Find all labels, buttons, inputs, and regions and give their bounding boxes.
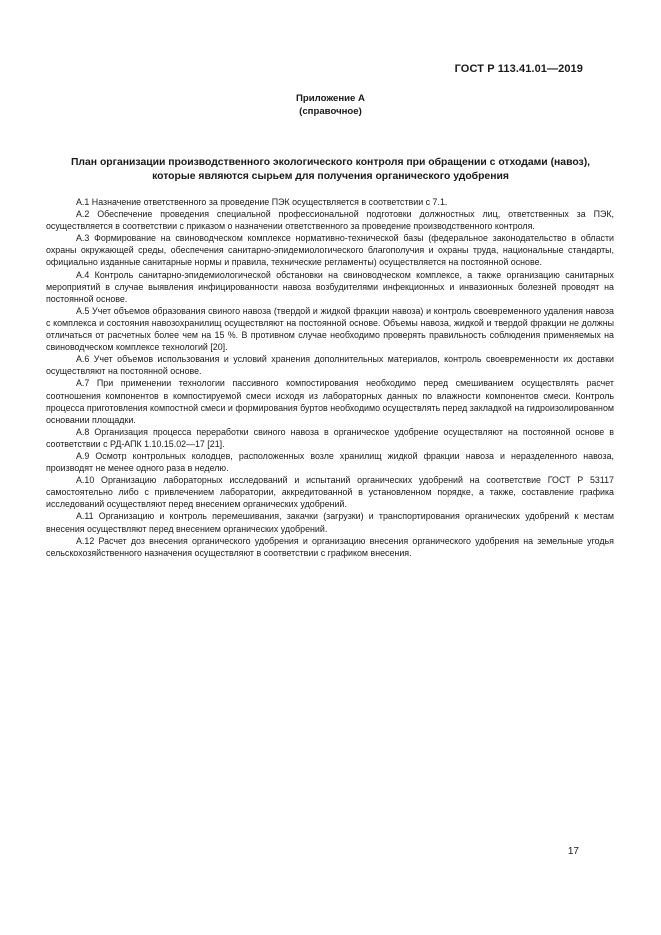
paragraph-a10: А.10 Организацию лабораторных исследований и испытаний органических удобрений на соответствие ГОСТ Р 53117 самостоятельно либо с привлечением лаборатории, аккредитованной в установленном порядке, а также, составление графика исследований осуществляют перед внесением органических удобрений. [46, 475, 614, 510]
paragraph-a4: А.4 Контроль санитарно-эпидемиологической обстановки на свиноводческом комплексе, а также организацию санитарных мероприятий в случае выявления инфицированности навоза возбудителями инфекционных и инвазионных болезней проводят на постоянной основе. [46, 269, 614, 304]
paragraph-a9: А.9 Осмотр контрольных колодцев, расположенных возле хранилищ жидкой фракции навоза и неразделенного навоза, производят не менее одного раза в неделю. [46, 450, 614, 474]
paragraph-a3: А.3 Формирование на свиноводческом комплексе нормативно-технической базы (федеральное законодательство в области охраны окружающей среды, обеспечения санитарно-эпидемиологического благополучия и охраны труда, национальные стандарты, официально изданные санитарные нормы и правила, технические регламенты) осуществляется на постоянной основе. [46, 233, 614, 268]
paragraph-a8: А.8 Организация процесса переработки свиного навоза в органическое удобрение осуществляют на постоянной основе в соответствии с РД-АПК 1.10.15.02—17 [21]. [46, 426, 614, 449]
document-code: ГОСТ Р 113.41.01—2019 [454, 63, 583, 75]
body-text [46, 196, 614, 559]
paragraph-a1: А.1 Назначение ответственного за проведение ПЭК осуществляется в соответствии с 7.1. [76, 197, 448, 207]
paragraph-a2: А.2 Обеспечение проведения специальной профессиональной подготовки должностных лиц, ответственных за ПЭК, осуществляется в соответствии с приказом о назначении ответственного за проведение производственного контроля. [46, 209, 614, 232]
appendix-label: Приложение А [296, 93, 365, 104]
paragraph-a11: А.11 Организацию и контроль перемешивания, закачки (загрузки) и транспортирования органических удобрений к местам внесения осуществляют перед внесением органических удобрений. [46, 511, 614, 534]
appendix-type: (справочное) [299, 106, 362, 117]
appendix-heading [0, 92, 661, 118]
paragraph-a6: А.6 Учет объемов использования и условий хранения дополнительных материалов, контроль своевременности их доставки осуществляют на постоянной основе. [46, 354, 614, 377]
page-number: 17 [567, 846, 579, 857]
paragraph-a7: А.7 При применении технологии пассивного компостирования необходимо перед смешиванием осуществлять расчет соотношения компонентов в компостируемой смеси исходя из лабораторных данных по влажности компонентов смеси. Контроль процесса приготовления компостной смеси и формирования буртов необходимо осуществлять перед закладкой на гидроизолированном основании площадки. [46, 378, 614, 425]
paragraph-a12: А.12 Расчет доз внесения органического удобрения и организацию внесения органического удобрения на земельные угодья сельскохозяйственного назначения осуществляют в соответствии с графиком внесения. [46, 535, 614, 558]
paragraph-a5: А.5 Учет объемов образования свиного навоза (твердой и жидкой фракции навоза) и контроль своевременного удаления навоза с комплекса и состояния навозохранилищ осуществляют на постоянной основе. Объемы навоза, жидкой и твердой фракции не должны отличаться от расчетных более чем на 15 %. В противном случае необходимо проверять правильность соблюдения применяемых на свиноводческом комплексе технологий [20]. [46, 305, 614, 353]
section-title: План организации производственного экологического контроля при обращении с отходами (навоз), которые являются сырьем для получения органического удобрения [70, 157, 591, 182]
